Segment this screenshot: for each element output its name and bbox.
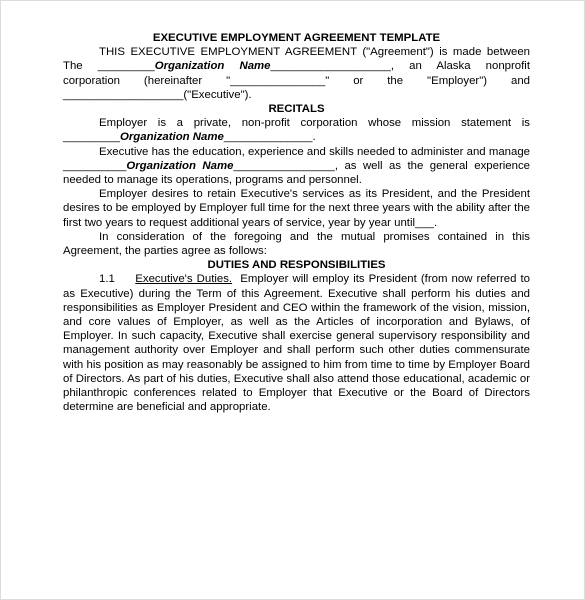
intro-lead: THIS EXECUTIVE EMPLOYMENT AGREEMENT ("Agreement") is made between The _________ (63, 46, 530, 73)
intro-rest: ___________________, an Alaska nonprofit corporation (hereinafter "_______________" or the "Employer") and ___________________("Executive"). (63, 60, 530, 101)
duties-heading: DUTIES AND RESPONSIBILITIES (207, 259, 386, 272)
organization-name-placeholder: Organization Name (120, 131, 224, 144)
organization-name-placeholder: Organization Name (154, 60, 271, 73)
recital-text: Employer is a private, non-profit corporation whose mission statement is _________ (63, 117, 530, 144)
recitals-heading: RECITALS (268, 103, 325, 116)
duties-text: Employer will employ its President (from now referred to as Executive) during the Term of this Agreement. Executive shall perform his duties and responsibilities as Employer President and CEO within the framework of the vision, mission, and core values of Employer, as well as the Articles of incorporation and Bylaws, of Employer. In such capacity, Executive shall exercise general supervisory responsibility and management authority over Employer and shall perform such other duties commensurate with his position as may reasonably be assigned to him from time to time by Employer Board of Directors. As part of his duties, Executive shall also attend those educational, academic or philanthropic conferences related to Employer that Executive or the Board of Directors determine are beneficial and appropriate. (63, 273, 530, 414)
recital-text: Executive has the education, experience and skills needed to administer and manage __________ (63, 145, 530, 172)
section-number: 1.1 (99, 273, 115, 286)
recital-paragraph-consideration: In consideration of the foregoing and the mutual promises contained in this Agreement, the parties agree as follows: (63, 230, 530, 258)
organization-name-placeholder: Organization Name (126, 159, 234, 172)
recital-text: ________________, as well as the general experience needed to manage its operations, programs and personnel. (63, 159, 530, 187)
recital-paragraph-mission (63, 116, 530, 144)
recital-paragraph-skills (63, 145, 530, 188)
duties-paragraph (63, 272, 530, 414)
recital-paragraph-retain: Employer desires to retain Executive's services as its President, and the President desires to be employed by Employer full time for the next three years with the ability after the first two years to request additional years of service, year by year until___. (63, 188, 530, 229)
section-subheading: Executive's Duties. (135, 273, 233, 286)
intro-paragraph (63, 45, 530, 102)
recital-text: ______________. (223, 131, 316, 144)
document-title: EXECUTIVE EMPLOYMENT AGREEMENT TEMPLATE (152, 32, 441, 44)
document-body (63, 31, 530, 414)
